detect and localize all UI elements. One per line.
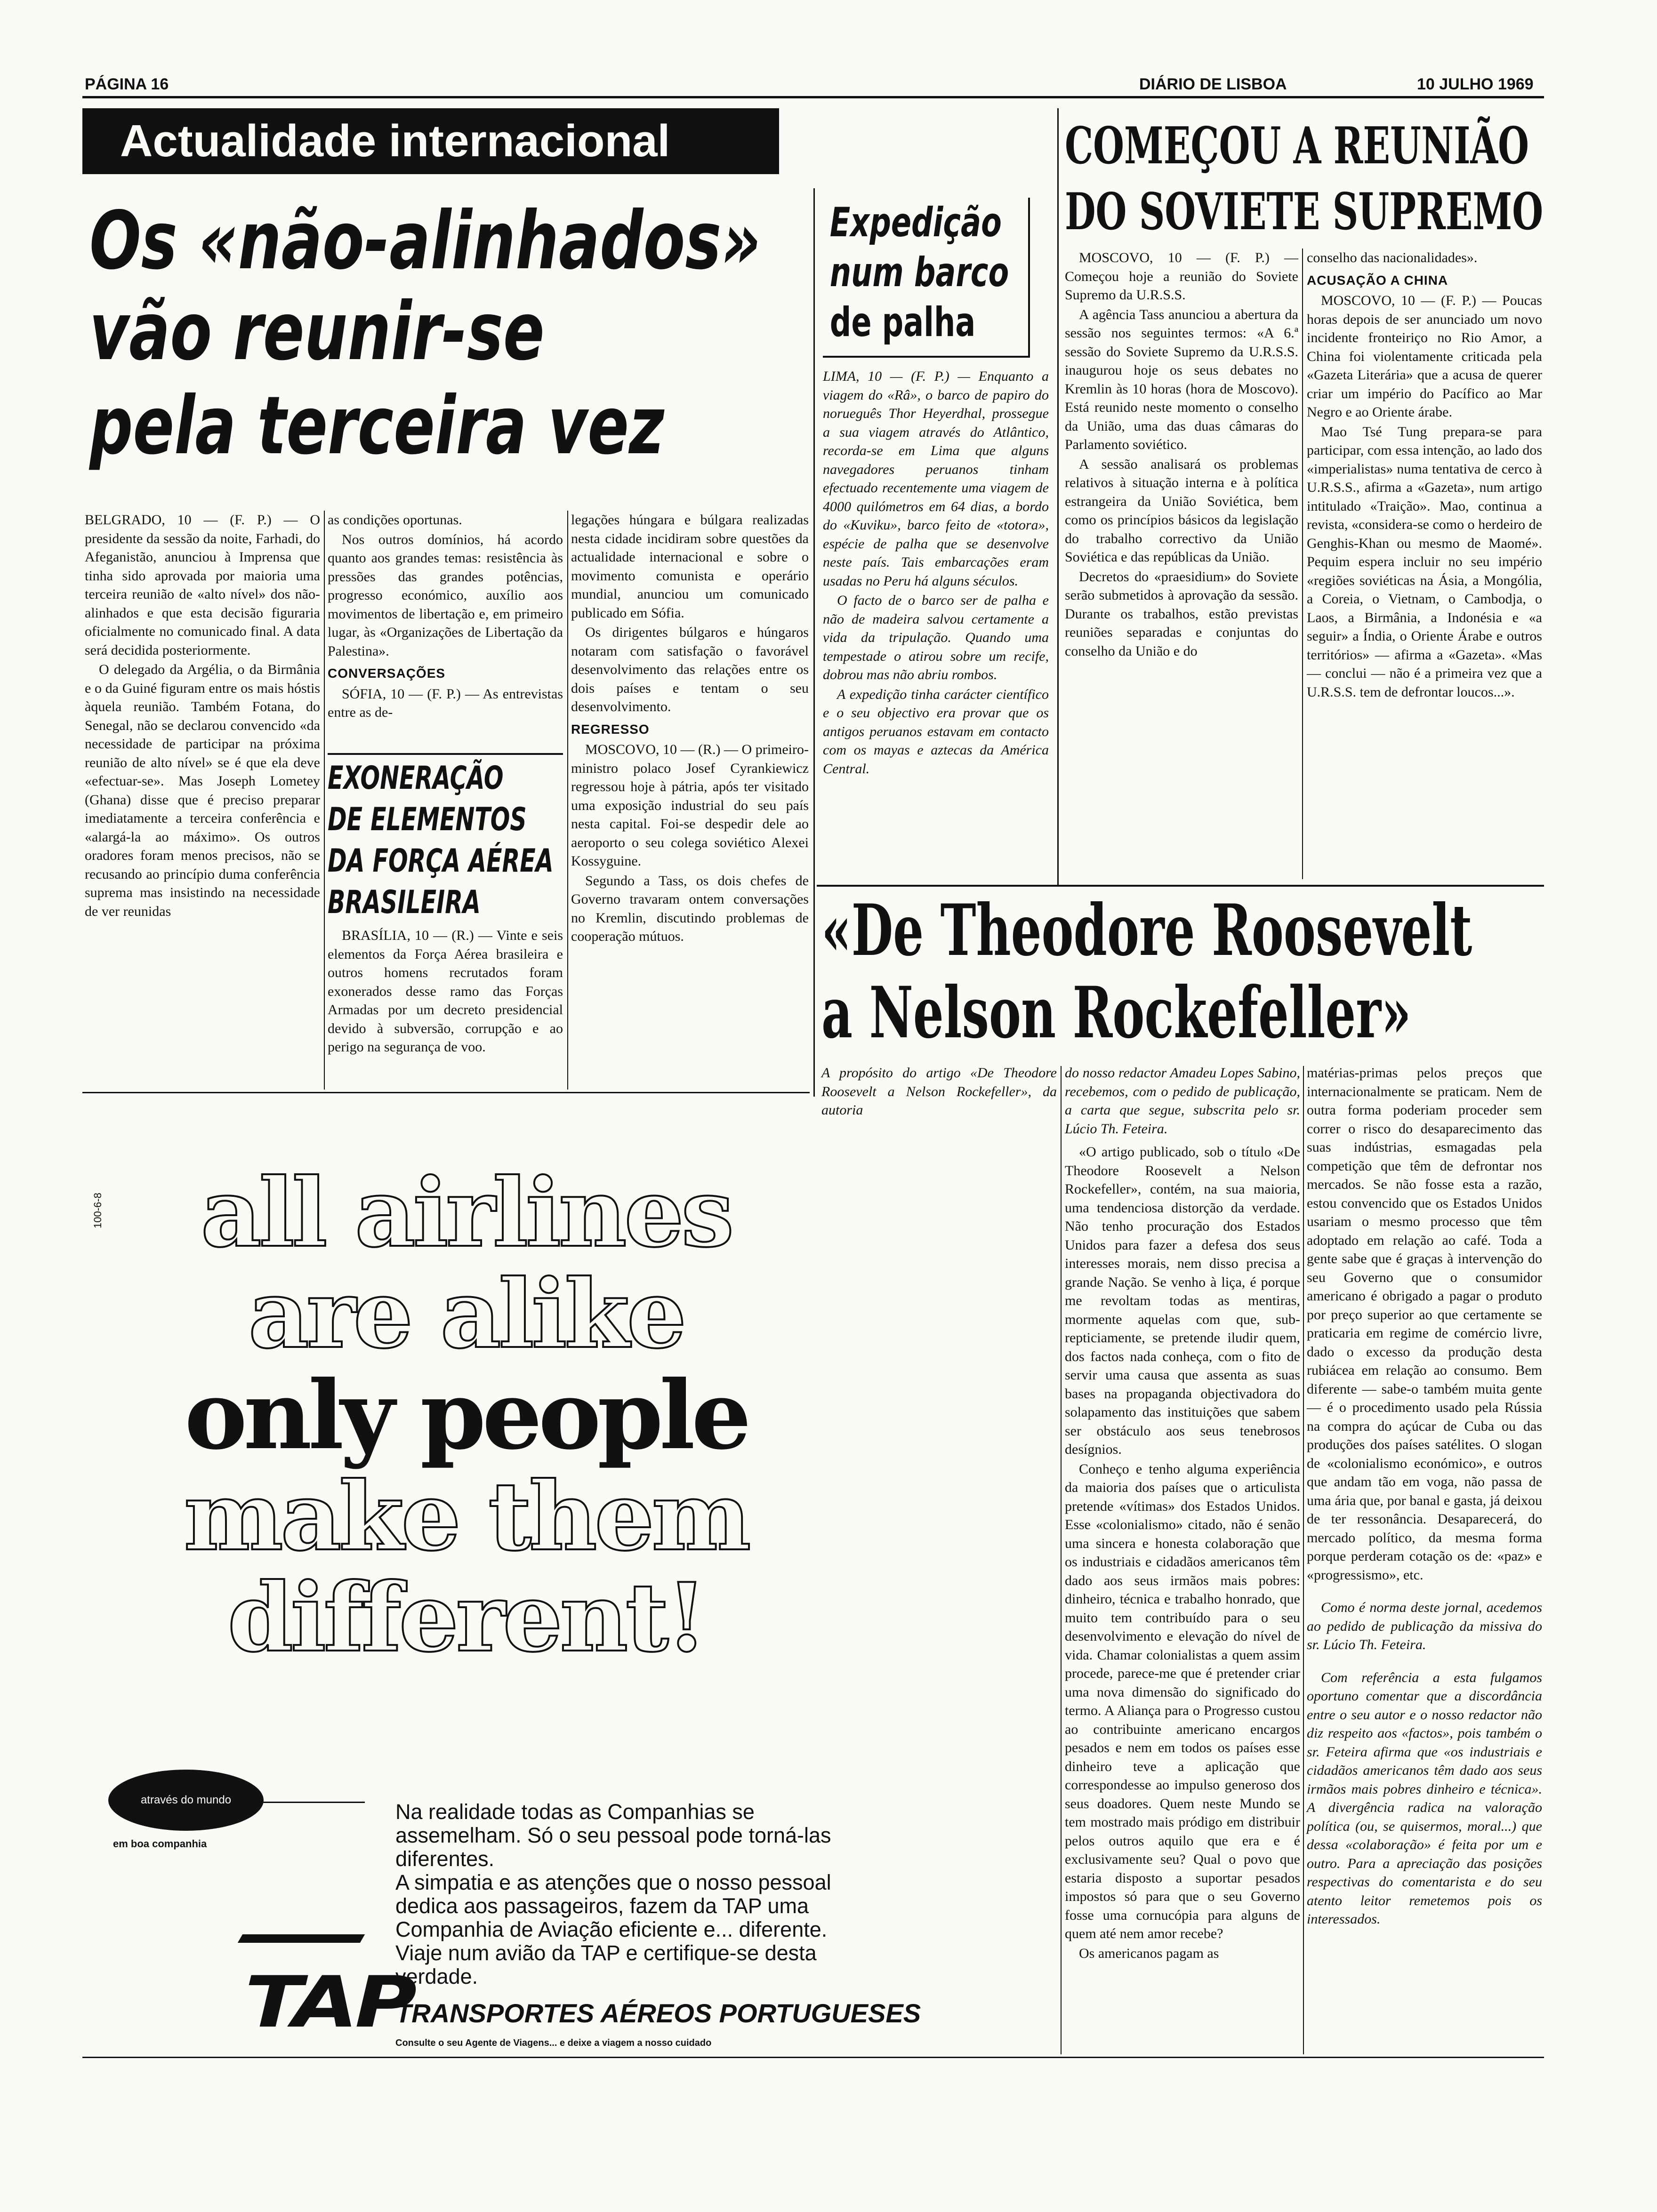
header-rule <box>82 96 1544 98</box>
newspaper-name: DIÁRIO DE LISBOA <box>1139 75 1287 93</box>
globe-logo-icon <box>108 1770 264 1831</box>
ad-slogan-line-1: all airlines <box>201 1158 732 1268</box>
ad-slogan-line-2: are alike <box>248 1259 684 1370</box>
lead-paragraph: Segundo a Tass, os dois chefes de Governo travaram ontem conversações no Kremlin, discutindo problemas de cooperação mútuos. <box>571 873 809 944</box>
editorial-note-1: Como é norma deste jornal, acedemos ao pedido de publicação da missiva do sr. Lúcio Th. Feteira. <box>1307 1600 1542 1652</box>
soviete-paragraph: MOSCOVO, 10 — (F. P.) — Começou hoje a reunião do Soviete Supremo da U.R.S.S. <box>1065 250 1298 303</box>
soviete-column-2 <box>1307 248 1542 702</box>
lead-headline <box>89 194 814 473</box>
expedicao-paragraph: A expedição tinha carácter científico e o seu objectivo era provar que os antigos peruanos estavam em contacto com os mayas e aztecas da América Central. <box>823 686 1049 777</box>
exoneracao-top-rule <box>328 753 563 755</box>
subhead-acusacao: ACUSAÇÃO A CHINA <box>1307 272 1448 288</box>
expedicao-headline-1: Expedição <box>829 199 1002 246</box>
ad-paragraph: Na realidade todas as Companhias se assemelham. Só o seu pessoal pode torná-las diferentes. <box>395 1800 831 1871</box>
roosevelt-headline-2: a Nelson Rockefeller» <box>821 971 1411 1054</box>
soviete-paragraph: A sessão analisará os problemas relativos à situação interna e à política estrangeira da União Soviética, bem como os princípios básicos da legislação do trabalho correctivo da União Soviética e das repúblicas da União. <box>1065 456 1298 565</box>
ad-top-rule <box>82 1092 810 1093</box>
expedicao-paragraph: O facto de o barco ser de palha e não de madeira salvou certamente a vida da tripulação. Quando uma tempestade o atirou sobre um recife, dobrou mas não abriu rombos. <box>823 593 1049 682</box>
subhead-conversacoes: CONVERSAÇÕES <box>328 666 446 681</box>
tap-brand-full: TRANSPORTES AÉREOS PORTUGUESES <box>395 1998 921 2028</box>
lead-paragraph: Nos outros domínios, há acordo quanto aos grandes temas: resistência às pressões das grandes potências, progresso económico, auxílio aos movimentos de libertação e, em primeiro lugar, às «Organizações de Libertação da Palestina». <box>328 531 563 659</box>
roosevelt-headline <box>821 890 1546 1054</box>
lead-paragraph: as condições oportunas. <box>328 512 462 528</box>
soviete-paragraph: conselho das nacionalidades». <box>1307 250 1478 265</box>
ad-side-mark: 100-6-8 <box>92 1193 104 1228</box>
soviete-paragraph: MOSCOVO, 10 — (F. P.) — Poucas horas depois de ser anunciado um novo incidente fronteiriço no Rio Amor, a China foi violentamente criticada pela «Gazeta Literária» que a acusa de querer criar um império do Pacífico ao Mar Negro e ao Oriente árabe. <box>1307 293 1542 420</box>
lead-paragraph: SÓFIA, 10 — (F. P.) — As entrevistas entre as de- <box>328 686 563 720</box>
column-rule <box>1303 1066 1304 2054</box>
roosevelt-intro-2: do nosso redactor Amadeu Lopes Sabino, recebemos, com o pedido de publicação, a carta que segue, subscrita pelo sr. Lúcio Th. Feteira. <box>1065 1065 1300 1137</box>
roosevelt-paragraph: Conheço e tenho alguma experiência da maioria dos países que o articulista pretende «vítimas» dos Estados Unidos. Esse «colonialismo» citado, não é senão uma sincera e honesta colaboração que os industriais e cidadãos americanos têm dado aos seus irmãos mais pobres: dinheiro, técnica e trabalho honrado, que muito tem contribuído para o seu desenvolvimento e elevação do nível de vida. Chamar colonialistas a quem assim procede, parece-me que é pretender criar uma nova dimensão do significado do termo. A Aliança para o Progresso custou ao contribuinte americano encargos pesados e nem em todos os países esse dinheiro teve a aplicação que correspondesse ao impulso generoso dos seus doadores. Quem neste Mundo se tem mostrado mais pródigo em distribuir pelos outros aquilo que era e é exclusivamente seu? Qual o povo que estaria disposto a suportar pesados impostos só para que o seu Governo fosse uma cornucópia para alguns de quem até nem amor recebe? <box>1065 1461 1300 1941</box>
column-rule <box>567 511 568 1090</box>
ad-slogan-line-5: different! <box>227 1563 705 1673</box>
lead-headline-line-1: Os «não-alinhados» <box>89 194 761 288</box>
lead-paragraph: BELGRADO, 10 — (F. P.) — O presidente da sessão da noite, Farhadi, do Afeganistão, anunciou à Imprensa que tinha sido aprovada por maioria uma terceira reunião de «alto nível» dos não-alinhados e que esta decisão figuraria oficialmente no comunicado final. A data será decidida posteriormente. <box>85 512 320 658</box>
roosevelt-column-3 <box>1307 1064 1542 1930</box>
editorial-note-2: Com referência a esta fulgamos oportuno comentar que a discordância entre o seu autor e o nosso redactor não diz respeito aos «factos», pois também o sr. Feteira afirma que «os industriais e cidadãos americanos têm dado aos seus irmãos mais pobres dinheiro e técnica». A divergência radica na valoração política (ou, se quisermos, moral...) que dessa «colaboração» é feita por um e outro. Para a apreciação das posições respectivas do comentarista e do seu atento leitor remetemos pois os interessados. <box>1307 1669 1542 1927</box>
exoneracao-headline-1: EXONERAÇÃO <box>328 760 504 797</box>
lead-paragraph: MOSCOVO, 10 — (R.) — O primeiro-ministro polaco Josef Cyrankiewicz regressou hoje à pátria, após ter visitado uma exposição industrial do seu país nesta capital. Foi-se despedir dele ao aeroporto o seu colega soviético Alexei Kossyguine. <box>571 742 809 869</box>
subhead-regresso: REGRESSO <box>571 721 650 737</box>
column-rule <box>1061 1066 1062 2054</box>
lead-paragraph: O delegado da Argélia, o da Birmânia e o da Guiné figuram entre os mais hóstis àquela reunião. Também Fotana, do Senegal, não se declarou convencido «da necessidade de participar na próxima reunião de alto nível» se é que ela deve «efectuar-se». Mas Joseph Lometey (Ghana) disse que é preciso preparar imediatamente a terceira conferência e «alargá-la ao máximo». Os outros oradores foram menos precisos, não se recusando ao princípio duma conferência suprema mas insistindo na necessidade de ver reunidas <box>85 662 320 919</box>
page-number: PÁGINA 16 <box>85 75 169 93</box>
column-rule <box>324 511 325 1090</box>
tap-wing-icon <box>238 1934 365 1943</box>
ad-body <box>395 1800 885 1988</box>
issue-date: 10 JULHO 1969 <box>1417 75 1534 93</box>
soviete-headline <box>1065 113 1545 245</box>
ad-slogan-line-4: make them <box>184 1461 748 1572</box>
lead-paragraph: Os dirigentes búlgaros e húngaros notaram com satisfação o favorável desenvolvimento das relações entre os dois países e tentam o seu desenvolvimento. <box>571 625 809 714</box>
expedicao-paragraph: LIMA, 10 — (F. P.) — Enquanto a viagem do «Râ», o barco de papiro do norueguês Thor Heyerdhal, prossegue a sua viagem através do Atlântico, recorda-se em Lima que alguns navegadores peruanos tinham efectuado recentemente uma viagem de 4000 quilómetros em 64 dias, a bordo do «Kuviku», barco feito de «totora», espécie de palha que se desenvolve neste país. Tais embarcações eram usadas no Peru há alguns séculos. <box>823 369 1049 589</box>
exoneracao-headline-2: DE ELEMENTOS <box>328 801 527 838</box>
soviete-headline-1: COMEÇOU A REUNIÃO <box>1065 116 1529 176</box>
lead-column-1 <box>85 511 320 922</box>
exoneracao-headline-3: DA FORÇA AÉREA <box>328 842 554 880</box>
ad-slogan <box>141 1158 791 1673</box>
expedicao-headline-2: num barco <box>829 249 1009 296</box>
roosevelt-paragraph: matérias-primas pelos preços que internacionalmente se praticam. Nem de outra forma poderiam proceder sem correr o risco do desaparecimento das suas indústrias, esmagadas pela competição que têm de defrontar nos mercados. Se não fosse esta a razão, estou convencido que os Estados Unidos usariam o mesmo processo que têm adoptado em relação ao café. Toda a gente sabe que é graças à intervenção do seu Governo que o consumidor americano é obrigado a pagar o produto por preço superior ao que certamente se praticaria em regime de comércio livre, dado o excesso da produção desta rubiácea em relação ao consumo. Bem diferente — sabe-o também muita gente — é o procedimento usado pela Rússia na compra do açúcar de Cuba ou das produções dos países satélites. O slogan de «colonialismo económico», e outros que andam tão em voga, não passa de uma ária que, por banal e gasta, já deixou de ter ressonância. Desaparecerá, do mercado político, da mesma forma porque perderam cotação os de: «paz» e «progressismo», etc. <box>1307 1065 1542 1583</box>
roosevelt-top-rule <box>817 885 1544 887</box>
ad-footer: Consulte o seu Agente de Viagens... e deixe a viagem a nosso cuidado <box>395 2038 712 2048</box>
lead-column-3 <box>571 511 809 947</box>
ad-paragraph: Viaje num avião da TAP e certifique-se desta verdade. <box>395 1941 817 1988</box>
tap-brand: TAP <box>245 1962 414 2044</box>
roosevelt-headline-1: «De Theodore Roosevelt <box>821 889 1472 972</box>
roosevelt-paragraph: Os americanos pagam as <box>1079 1945 1219 1961</box>
column-rule <box>813 188 815 1097</box>
soviete-paragraph: Decretos do «praesidium» do Soviete serão submetidos à aprovação da sessão. Durante os trabalhos, estão previstas reuniões separadas e conjuntas do conselho da União e do <box>1065 569 1298 659</box>
expedicao-headline-box <box>823 198 1030 358</box>
column-rule <box>1302 248 1303 879</box>
lead-paragraph: legações húngara e búlgara realizadas nesta cidade incidiram sobre questões da actualidade internacional e sobre o movimento comunista e operário mundial, anunciou um comunicado publicado em Sófia. <box>571 512 809 621</box>
plane-trail <box>261 1802 365 1803</box>
roosevelt-column-2 <box>1065 1064 1300 1964</box>
ad-slogan-line-3: only people <box>184 1360 748 1471</box>
logo-text: através do mundo <box>140 1794 232 1806</box>
logo-subtext: em boa companhia <box>113 1838 207 1850</box>
section-banner <box>82 108 779 174</box>
soviete-headline-2: DO SOVIETE SUPREMO <box>1065 182 1544 241</box>
lead-headline-line-2: vão reunir-se <box>89 285 545 378</box>
column-rule <box>1057 108 1059 885</box>
soviete-column-1 <box>1065 248 1298 661</box>
expedicao-body <box>823 367 1049 779</box>
lead-headline-line-3: pela terceira vez <box>89 379 665 473</box>
exoneracao-article <box>328 758 563 1057</box>
soviete-paragraph: Mao Tsé Tung prepara-se para participar, com essa intenção, ao lado dos «imperialistas» numa tentativa de cerco à U.R.S.S., afirma a «Gazeta», num artigo intitulado «Traição». Mao, continua a revista, «considera-se como o herdeiro de Genghis-Khan ou mesmo de Maomé». Pequim espera incluir no seu império «regiões soviéticas na Ásia, a Mongólia, a Coreia, o Vietnam, o Cambodja, o Laos, a Birmânia, a Indonésia e «a seguir» a Índia, o Oriente Árabe e outros territórios» — afirma a «Gazeta». «Mas — conclui — não é a primeira vez que a U.R.S.S. tem de defrontar loucos...». <box>1307 424 1542 700</box>
page-bottom-rule <box>82 2057 1544 2058</box>
roosevelt-paragraph: «O artigo publicado, sob o título «De Theodore Roosevelt a Nelson Rockefeller», contém, na sua maioria, uma tendenciosa distorção da verdade. Não tenho procuração dos Estados Unidos para fazer a defesa dos seus interesses morais, nem disso precisa a grande Nação. Se venho à liça, é porque me revoltam todas as mentiras, mormente aquelas com que, sub-repticiamente, se pretende iludir quem, dos factos nada conheça, com o fito de servir uma causa que assenta as suas bases na propaganda objectivadora do solapamento das instituições que sabem ser obstáculo aos seus tenebrosos desígnios. <box>1065 1144 1300 1457</box>
lead-column-2 <box>328 511 563 723</box>
exoneracao-headline-4: BRASILEIRA <box>328 884 481 921</box>
exoneracao-body: BRASÍLIA, 10 — (R.) — Vinte e seis elementos da Força Aérea brasileira e outros homens recrutados foram exonerados desse ramo das Forças Armadas por um decreto presidencial devido à subversão, corrupção e ao perigo na segurança de voo. <box>328 928 563 1055</box>
roosevelt-intro-1: A propósito do artigo «De Theodore Roosevelt a Nelson Rockefeller», da autoria <box>821 1065 1057 1118</box>
soviete-paragraph: A agência Tass anunciou a abertura da sessão nos seguintes termos: «A 6.ª sessão do Soviete Supremo da U.R.S.S. inaugurou hoje os seus debates no Kremlin às 10 horas (hora de Moscovo). Está reunido neste momento o conselho da União, uma das duas câmaras do Parlamento soviético. <box>1065 306 1298 452</box>
section-banner-title: Actualidade internacional <box>120 116 670 166</box>
ad-paragraph: A simpatia e as atenções que o nosso pessoal dedica aos passageiros, fazem da TAP uma Companhia de Aviação eficiente e... diferente. <box>395 1870 831 1941</box>
expedicao-headline-3: de palha <box>829 299 976 346</box>
